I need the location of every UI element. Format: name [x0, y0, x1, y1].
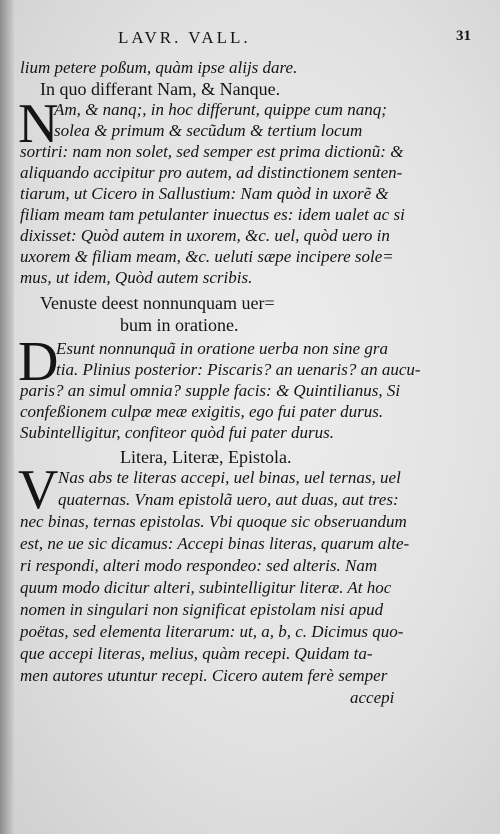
text-line: mus, ut idem, Quòd autem scribis.: [20, 268, 253, 287]
section-heading-continued: bum in oratione.: [120, 315, 239, 335]
text-line: Nas abs te literas accepi, uel binas, uel ternas, uel: [58, 468, 401, 487]
drop-cap: V: [18, 459, 59, 521]
running-title: LAVR. VALL.: [118, 28, 251, 47]
binding-gutter: [0, 0, 14, 834]
drop-cap: N: [18, 93, 59, 155]
drop-cap: D: [18, 331, 59, 393]
text-line: dixisset: Quòd autem in uxorem, &c. uel, quòd uero in: [20, 226, 390, 245]
text-line: sortiri: nam non solet, sed semper est prima dictionũ: &: [20, 142, 404, 161]
text-line: lium petere poßum, quàm ipse alijs dare.: [20, 58, 298, 77]
text-line: Am, & nanq;, in hoc differunt, quippe cum nanq;: [54, 100, 387, 119]
page-number: 31: [456, 28, 471, 44]
text-line: quaternas. Vnam epistolã uero, aut duas, aut tres:: [58, 490, 399, 509]
text-line: que accepi literas, melius, quàm recepi. Quidam ta-: [20, 644, 373, 663]
text-line: poëtas, sed elementa literarum: ut, a, b, c. Dicimus quo-: [20, 622, 404, 641]
text-line: nomen in singulari non significat epistolam nisi apud: [20, 600, 384, 619]
catchword: accepi: [350, 688, 395, 707]
text-line: nec binas, ternas epistolas. Vbi quoque sic obseruandum: [20, 512, 407, 531]
text-line: men autores utuntur recepi. Cicero autem ferè semper: [20, 666, 388, 685]
section-heading: In quo differant Nam, & Nanque.: [40, 79, 281, 99]
text-line: Subintelligitur, confiteor quòd fui pater durus.: [20, 423, 335, 442]
text-line: tia. Plinius posterior: Piscaris? an uenaris? an aucu-: [56, 360, 421, 379]
text-line: est, ne ue sic dicamus: Accepi binas literas, quarum alte-: [20, 534, 410, 553]
text-line: tiarum, ut Cicero in Sallustium: Nam quòd in uxorẽ &: [20, 184, 389, 203]
section-heading: Litera, Literæ, Epistola.: [120, 447, 292, 467]
text-line: ri respondi, alteri modo respondeo: sed alteris. Nam: [20, 556, 378, 575]
text-line: aliquando accipitur pro autem, ad distinctionem senten-: [20, 163, 403, 182]
section-heading: Venuste deest nonnunquam uer=: [40, 293, 275, 313]
text-line: paris? an simul omnia? supple facis: & Quintilianus, Si: [20, 381, 401, 400]
text-line: uxorem & filiam meam, &c. ueluti sæpe incipere sole=: [20, 247, 394, 266]
text-line: quum modo dicitur alteri, subintelligitur literæ. At hoc: [20, 578, 392, 597]
text-line: filiam meam tam petulanter inuectus es: idem ualet ac si: [20, 205, 405, 224]
text-line: solea & primum & secũdum & tertium locum: [54, 121, 363, 140]
text-line: Esunt nonnunquã in oratione uerba non sine gra: [56, 339, 388, 358]
text-line: confeßionem culpæ meæ exigitis, ego fui pater durus.: [20, 402, 384, 421]
